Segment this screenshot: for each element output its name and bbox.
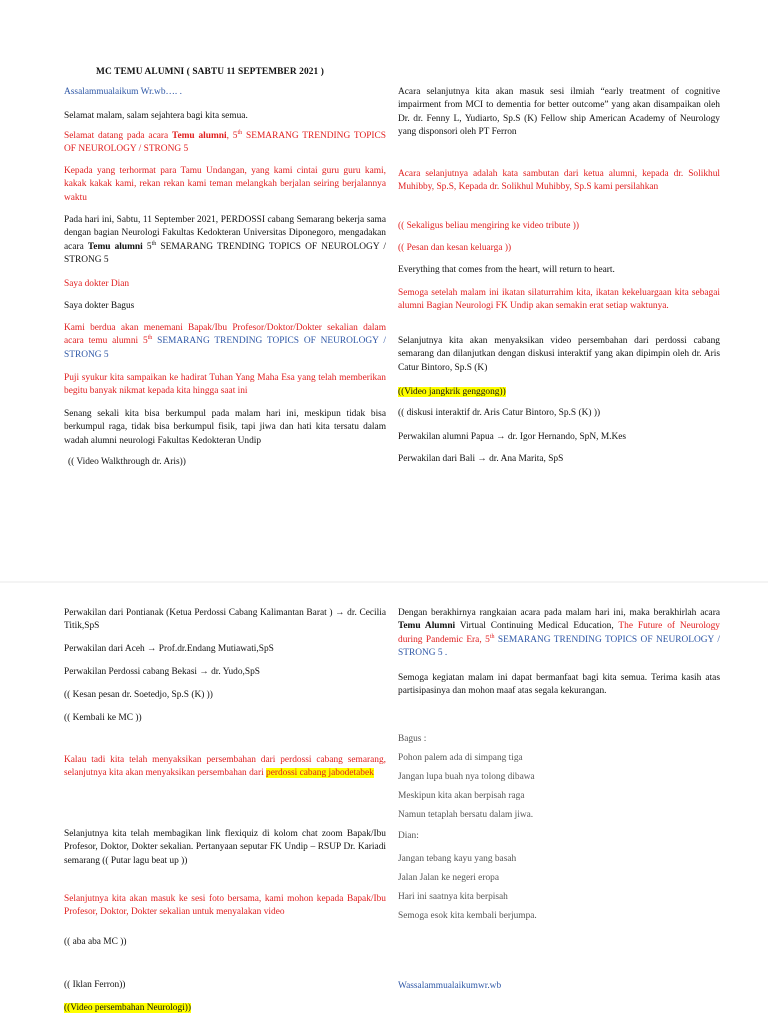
video-tribute-cue: (( Sekaligus beliau mengiring ke video tribute )) bbox=[398, 221, 579, 231]
saya-bagus: Saya dokter Bagus bbox=[64, 301, 135, 311]
diskusi-cue: (( diskusi interaktif dr. Aris Catur Bintoro, Sp.S (K) )) bbox=[398, 408, 601, 418]
kembali-mc-cue: (( Kembali ke MC )) bbox=[64, 713, 142, 723]
bali-representative: Perwakilan dari Bali → dr. Ana Marita, SpS bbox=[398, 454, 564, 464]
kalau-paragraph bbox=[64, 754, 386, 781]
video-jangkrik-cue bbox=[398, 386, 720, 399]
welcome-text-bold: Temu alumni bbox=[172, 131, 227, 141]
closing-sup: th bbox=[489, 633, 495, 640]
pada-text-d: SEMARANG TRENDING TOPICS OF NEUROLOGY / STRONG 5 bbox=[64, 241, 386, 266]
sambutan-paragraph: Acara selanjutnya adalah kata sambutan dari ketua alumni, kepada dr. Solikhul Muhibby, Sp.S, Kepada dr. Solikhul Muhibby, Sp.S kami persilahkan bbox=[398, 169, 720, 193]
wassalam-closing: Wassalammualaikumwr.wb bbox=[398, 981, 502, 991]
welcome-text-c: , 5 bbox=[226, 131, 238, 141]
pada-text-a: Pada hari ini, Sabtu, 11 September 2021, PERDOSSI cabang Semarang bekerja sama dengan bagian Neurologi Fakultas Kedokteran Universitas Diponegoro, mengadakan acara bbox=[64, 215, 386, 252]
closing-text-c: Virtual Continuing Medical Education, bbox=[455, 621, 619, 632]
welcome-paragraph bbox=[64, 130, 386, 157]
semoga-paragraph: Semoga setelah malam ini ikatan silaturrahim kita, ikatan kekeluargaan kita sebagai alumni Bagian Neurologi FK Undip akan semakin erat setiap waktunya. bbox=[398, 288, 720, 312]
video-neurologi-cue bbox=[64, 1002, 386, 1015]
pantun-line: Pohon palem ada di simpang tiga bbox=[398, 753, 523, 763]
selanjutnya-video-paragraph: Selanjutnya kita akan menyaksikan video persembahan dari perdossi cabang semarang dan dilanjutkan dengan diskusi interaktif yang akan dipimpin oleh dr. Aris Catur Bintoro, Sp.S (K) bbox=[398, 336, 720, 373]
pada-text-bold: Temu alumni bbox=[87, 241, 143, 252]
video-jangkrik-text: ((Video jangkrik genggong)) bbox=[398, 387, 506, 397]
pantun-dian-label: Dian: bbox=[398, 831, 419, 841]
closing-text-bold: Temu Alumni bbox=[398, 621, 456, 632]
pantun-line: Hari ini saatnya kita berpisah bbox=[398, 892, 508, 902]
saya-dian: Saya dokter Dian bbox=[64, 279, 130, 289]
papua-representative: Perwakilan alumni Papua → dr. Igor Hernando, SpN, M.Kes bbox=[398, 432, 627, 442]
welcome-text-a: Selamat datang pada acara bbox=[64, 131, 173, 141]
iklan-ferron-cue: (( Iklan Ferron)) bbox=[64, 980, 126, 990]
kesan-pesan-cue: (( Kesan pesan dr. Soetedjo, Sp.S (K) )) bbox=[64, 690, 213, 700]
pada-paragraph bbox=[64, 214, 386, 268]
kami-text-b: SEMARANG TRENDING TOPICS OF NEUROLOGY / STRONG 5 bbox=[64, 336, 386, 360]
kalau-text-highlight: perdossi cabang jabodetabek bbox=[266, 768, 374, 779]
flexiquiz-paragraph: Selanjutnya kita telah membagikan link flexiquiz di kolom chat zoom Bapak/Ibu Profesor, Doktor, Dokter sekalian. Pertanyaan seputar FK Undip – RSUP Dr. Kariadi semarang (( Putar lagu beat up )) bbox=[64, 829, 386, 866]
closing-text-blue: SEMARANG TRENDING TOPICS OF NEUROLOGY / STRONG 5 . bbox=[398, 634, 720, 659]
welcome-text-d: SEMARANG TRENDING TOPICS OF NEUROLOGY / STRONG 5 bbox=[64, 131, 387, 155]
pesan-kesan-cue: (( Pesan dan kesan keluarga )) bbox=[398, 243, 512, 253]
document-title: MC TEMU ALUMNI ( SABTU 11 SEPTEMBER 2021 ) bbox=[96, 67, 325, 77]
foto-bersama-paragraph: Selanjutnya kita akan masuk ke sesi foto bersama, kami mohon kepada Bapak/Ibu Profesor, Doktor, Dokter sekalian untuk menyalakan video bbox=[64, 894, 386, 918]
semoga-closing-paragraph: Semoga kegiatan malam ini dapat bermanfaat bagi kita semua. Terima kasih atas partisipasinya dan mohon maaf atas segala kekurangan. bbox=[398, 673, 720, 697]
puji-paragraph: Puji syukur kita sampaikan ke hadirat Tuhan Yang Maha Esa yang telah memberikan begitu banyak nikmat kepada kita hingga saat ini bbox=[64, 373, 386, 397]
pantun-line: Meskipun kita akan berpisah raga bbox=[398, 791, 525, 801]
pantun-line: Semoga esok kita kembali berjumpa. bbox=[398, 911, 537, 921]
senang-paragraph: Senang sekali kita bisa berkumpul pada malam hari ini, meskipun tidak bisa berkumpul raga, tidak bisa berkumpul fisik, tapi jiwa dan hati kita tersatu dalam wadah alumni neurologi Fakultas Kedokteran Undip bbox=[64, 409, 386, 446]
closing-text-red: The Future of Neurology during Pandemic Era bbox=[398, 621, 720, 645]
pantun-bagus-label: Bagus : bbox=[398, 734, 427, 744]
closing-paragraph bbox=[398, 607, 720, 661]
greeting-evening: Selamat malam, salam sejahtera bagi kita semua. bbox=[64, 111, 248, 121]
pantun-line: Jalan Jalan ke negeri eropa bbox=[398, 873, 499, 883]
everything-quote: Everything that comes from the heart, will return to heart. bbox=[398, 265, 615, 275]
closing-text-a: Dengan berakhirnya rangkaian acara pada malam hari ini, maka berakhirlah acara bbox=[398, 608, 720, 618]
kami-paragraph bbox=[64, 322, 386, 362]
kalau-text-a: Kalau tadi kita telah menyaksikan persembahan dari perdossi cabang semarang, selanjutnya kita akan menyaksikan persembahan dari bbox=[64, 755, 386, 779]
aceh-representative: Perwakilan dari Aceh → Prof.dr.Endang Mutiawati,SpS bbox=[64, 644, 274, 654]
video-neurologi-text: ((Video persembahan Neurologi)) bbox=[64, 1003, 191, 1013]
pantun-line: Jangan tebang kayu yang basah bbox=[398, 854, 517, 864]
greeting-assalam: Assalammualaikum Wr.wb…. . bbox=[64, 87, 182, 97]
welcome-sup: th bbox=[237, 129, 243, 136]
pontianak-representative: Perwakilan dari Pontianak (Ketua Perdossi Cabang Kalimantan Barat ) → dr. Cecilia Titik,SpS bbox=[64, 608, 386, 632]
pada-text-c: 5 bbox=[142, 241, 152, 252]
kami-sup: th bbox=[147, 335, 153, 342]
pantun-line: Jangan lupa buah nya tolong dibawa bbox=[398, 772, 535, 782]
aba-aba-cue: (( aba aba MC )) bbox=[64, 937, 127, 947]
video-walkthrough-cue: (( Video Walkthrough dr. Aris)) bbox=[68, 457, 186, 467]
kepada-paragraph: Kepada yang terhormat para Tamu Undangan, yang kami cintai guru guru kami, kakak kakak kami, rekan rekan kami teman melangkah berjalan seiring berjalannya waktu bbox=[64, 166, 386, 203]
closing-text-e: , 5 bbox=[479, 634, 490, 645]
pantun-line: Namun tetaplah bersatu dalam jiwa. bbox=[398, 810, 534, 820]
kami-text-a: Kami berdua akan menemani Bapak/Ibu Profesor/Doktor/Dokter sekalian dalam acara temu alumni 5 bbox=[64, 323, 386, 347]
pada-sup: th bbox=[151, 240, 157, 247]
page-2 bbox=[0, 583, 768, 1024]
bekasi-representative: Perwakilan Perdossi cabang Bekasi → dr. Yudo,SpS bbox=[64, 667, 260, 677]
acara-ilmiah-paragraph: Acara selanjutnya kita akan masuk sesi ilmiah “early treatment of cognitive impairment from MCI to dementia for better outcome” yang akan disampaikan oleh Dr. dr. Fenny L, Yudiarto, Sp.S (K) Fellow ship American Academy of Neurology yang disponsori oleh PT Ferron bbox=[398, 87, 720, 138]
